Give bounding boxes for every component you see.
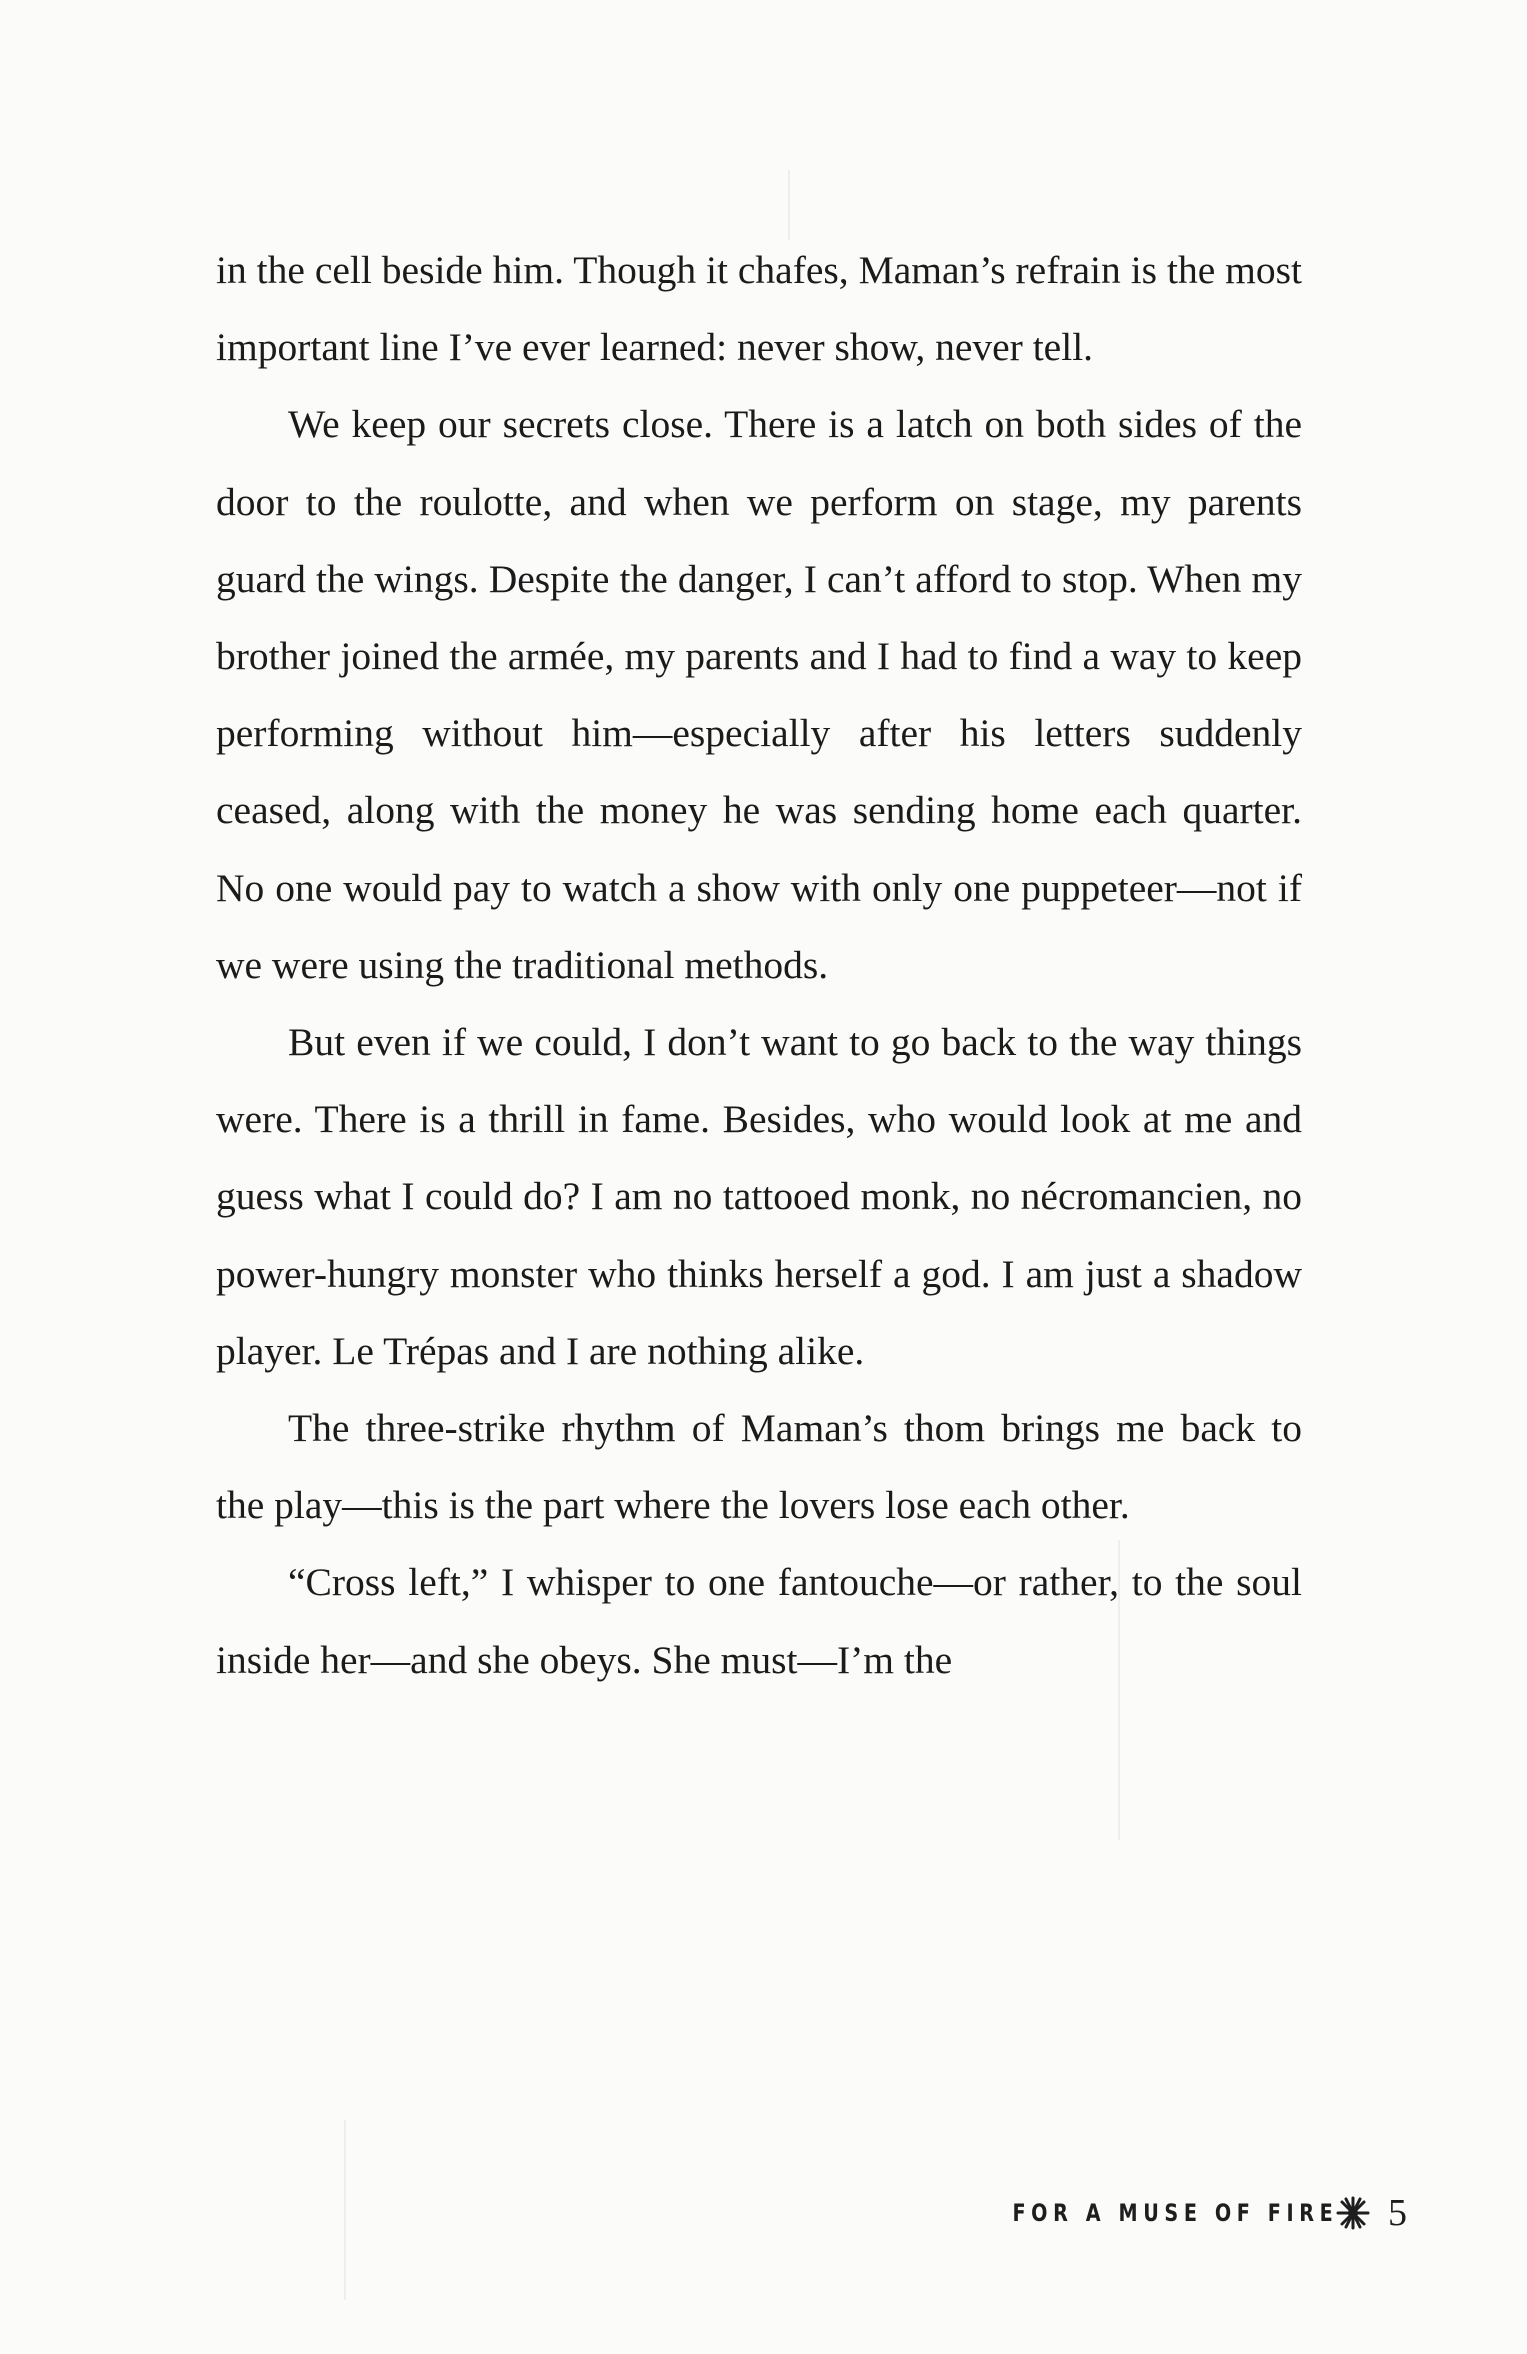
body-text: [216, 232, 1302, 1699]
running-title: FOR A MUSE OF FIRE: [1012, 2199, 1338, 2227]
paragraph-5: “Cross left,” I whisper to one fantouche—or rather, to the soul inside her—and she obeys. She must—I’m the: [216, 1560, 1302, 1682]
page-footer: [931, 2188, 1407, 2238]
scan-artifact: [788, 170, 790, 240]
paragraph-3: But even if we could, I don’t want to go back to the way things were. There is a thrill in fame. Besides, who would look at me and guess what I could do? I am no tattooed monk, no nécromancien, no power-hungry monster who thinks herself a god. I am just a shadow player. Le Trépas and I are nothing alike.: [216, 1020, 1302, 1373]
page-number: 5: [1388, 2192, 1407, 2234]
paragraph-2: We keep our secrets close. There is a latch on both sides of the door to the roulotte, and when we perform on stage, my parents guard the wings. Despite the danger, I can’t afford to stop. When my brother joined the armée, my parents and I had to find a way to keep performing without him—especially after his letters suddenly ceased, along with the money he was sending home each quarter. No one would pay to watch a show with only one puppeteer—not if we were using the traditional methods.: [216, 402, 1302, 987]
paragraph-1: in the cell beside him. Though it chafes, Maman’s refrain is the most important line I’ve ever learned: never show, never tell.: [216, 248, 1302, 370]
paragraph-4: The three-strike rhythm of Maman’s thom brings me back to the play—this is the part where the lovers lose each other.: [216, 1406, 1302, 1528]
fire-ornament-icon: [1336, 2196, 1370, 2230]
scan-artifact: [344, 2120, 346, 2300]
